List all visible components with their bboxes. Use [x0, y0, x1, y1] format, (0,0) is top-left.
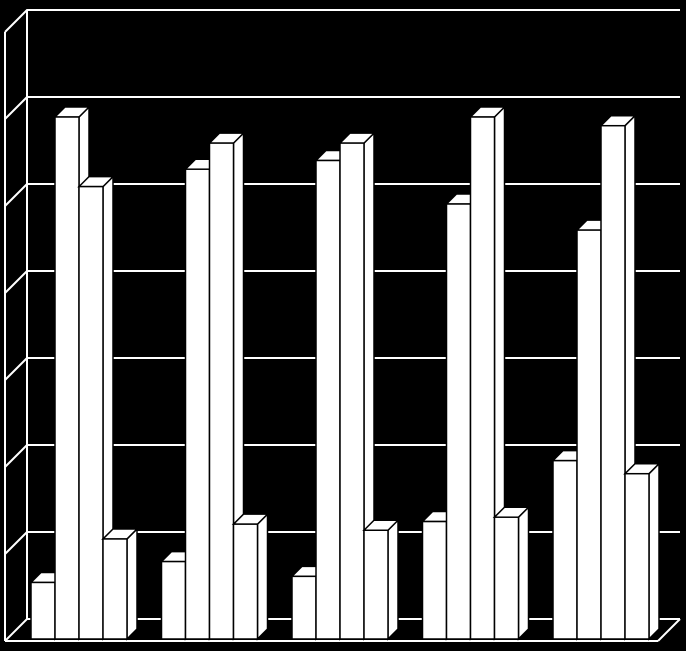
bar-front [162, 562, 186, 639]
bar-front [577, 230, 601, 639]
bar-front [103, 539, 127, 639]
bar-front [186, 169, 210, 639]
bar-front [292, 576, 316, 639]
bar-side [388, 520, 398, 639]
bar-front [364, 530, 388, 639]
bar-front [340, 143, 364, 639]
bar-front [210, 143, 234, 639]
bar-side [649, 464, 659, 639]
bar-front [79, 187, 103, 639]
bar-front [471, 117, 495, 639]
bar-1-series-4 [103, 529, 137, 639]
bar-side [519, 507, 529, 639]
bar-front [234, 524, 258, 639]
bar-4-series-4 [495, 507, 529, 639]
floor-right-edge [658, 619, 680, 641]
bar-2-series-4 [234, 514, 268, 639]
bar-front [625, 474, 649, 639]
bar-front [55, 117, 79, 639]
bars [31, 107, 659, 639]
bar-front [553, 461, 577, 639]
bar-front [601, 126, 625, 639]
bar-side [127, 529, 137, 639]
bar-front [31, 582, 55, 639]
bar-front [447, 204, 471, 639]
bar-5-series-4 [625, 464, 659, 639]
bar-3-series-4 [364, 520, 398, 639]
bar-side [258, 514, 268, 639]
bar-front [316, 161, 340, 640]
gridline [5, 97, 680, 119]
gridline [5, 10, 680, 32]
bar-front [495, 517, 519, 639]
bar-front [423, 522, 447, 639]
